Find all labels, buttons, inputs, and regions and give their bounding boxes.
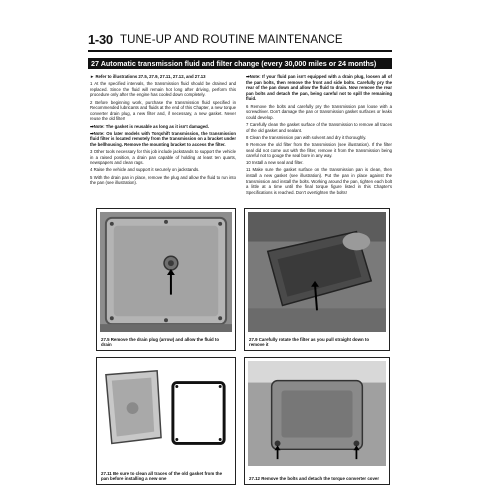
paragraph: 1 At the specified intervals, the transmission fluid should be drained and replaced. Since the fluid will remain hot long after driving, perform this procedure only after the engine has cooled down completely. bbox=[90, 81, 236, 98]
figure-caption: 27.12 Remove the bolts and detach the torque converter cover bbox=[249, 476, 380, 482]
right-text-column bbox=[246, 74, 392, 197]
paragraph: 9 Remove the old filter from the transmission (see illustration). If the filter seal did not come out with the filter, remove it from the transmission being careful not to gouge the seal bore in any way. bbox=[246, 141, 392, 159]
manual-page bbox=[88, 32, 392, 482]
section-heading: 27 Automatic transmission fluid and filter change (every 30,000 miles or 24 months) bbox=[88, 58, 392, 69]
paragraph: ➡Note: On later models with Torqshift transmission, the transmission fluid filter is located remotely from the transmission on a bracket under the bellhousing. Remove the mounting bracket to access the filter. bbox=[90, 130, 236, 147]
photo-transmission-filter bbox=[248, 212, 386, 332]
figure-caption: 27.9 Carefully rotate the filter as you pull straight down to remove it bbox=[249, 336, 370, 348]
paragraph: ➡Note: The gasket is reusable as long as it isn't damaged. bbox=[90, 123, 209, 129]
figure-27-9 bbox=[244, 208, 390, 351]
photo-transmission-pan-drain-plug bbox=[100, 212, 232, 332]
paragraph: 7 Carefully clean the gasket surface of the transmission to remove all traces of the old gasket and sealant. bbox=[246, 121, 392, 133]
paragraph: 4 Raise the vehicle and support it securely on jackstands. bbox=[90, 167, 200, 173]
chapter-title: TUNE-UP AND ROUTINE MAINTENANCE bbox=[120, 34, 343, 46]
figure-27-11 bbox=[96, 357, 236, 485]
paragraph: 11 Make sure the gasket surface on the transmission pan is clean, then install a new gasket (see illustration). Put the pan in place against the transmission and install the bolts. Working around the pan, tighten each bolt a little at a time until the final torque figure listed in this Chapter's Specifications is reached. Don't overtighten the bolts! bbox=[246, 167, 392, 195]
left-text-column bbox=[90, 74, 236, 187]
header-rule bbox=[88, 50, 392, 52]
paragraph: 10 Install a new seal and filter. bbox=[246, 160, 304, 166]
paragraph: ➡Note: If your fluid pan isn't equipped with a drain plug, loosen all of the pan bolts, then remove the front and side bolts. Carefully pry the rear of the pan down and allow the fluid to drain. Now remove the rear pan bolts and detach the pan, being careful not to spill the remaining fluid. bbox=[246, 74, 392, 102]
figure-caption: 27.5 Remove the drain plug (arrow) and allow the fluid to drain bbox=[101, 336, 220, 348]
paragraph: ► Refer to illustrations 27.5, 27.9, 27.11, 27.12, and 27.13 bbox=[90, 74, 206, 79]
photo-torque-converter-cover bbox=[248, 361, 386, 466]
figure-27-12 bbox=[244, 357, 390, 485]
paragraph: 5 With the drain pan in place, remove the plug and allow the fluid to run into the pan (see illustration). bbox=[90, 174, 236, 186]
figure-27-5 bbox=[96, 208, 236, 351]
page-number: 1-30 bbox=[88, 32, 113, 47]
paragraph: 8 Clean the transmission pan with solvent and dry it thoroughly. bbox=[246, 134, 367, 140]
paragraph: 6 Remove the bolts and carefully pry the transmission pan loose with a screwdriver. Don't damage the pan or transmission gasket surfaces or leaks could develop. bbox=[246, 103, 392, 120]
paragraph: 3 Other tools necessary for this job include jackstands to support the vehicle in a raised position, a drain pan capable of holding at least ten quarts, newspapers and clean rags. bbox=[90, 149, 236, 166]
page-header bbox=[88, 32, 392, 50]
paragraph: 2 Before beginning work, purchase the transmission fluid specified in Recommended lubricants and fluids at the end of this Chapter, a new torque converter drain plug, a new filter and, if necessary, a new gasket. Never reuse the old filter! bbox=[90, 99, 236, 122]
figure-caption: 27.11 Be sure to clean all traces of the old gasket from the pan before installing a new one bbox=[101, 470, 223, 482]
photo-pan-and-gasket bbox=[100, 361, 232, 466]
